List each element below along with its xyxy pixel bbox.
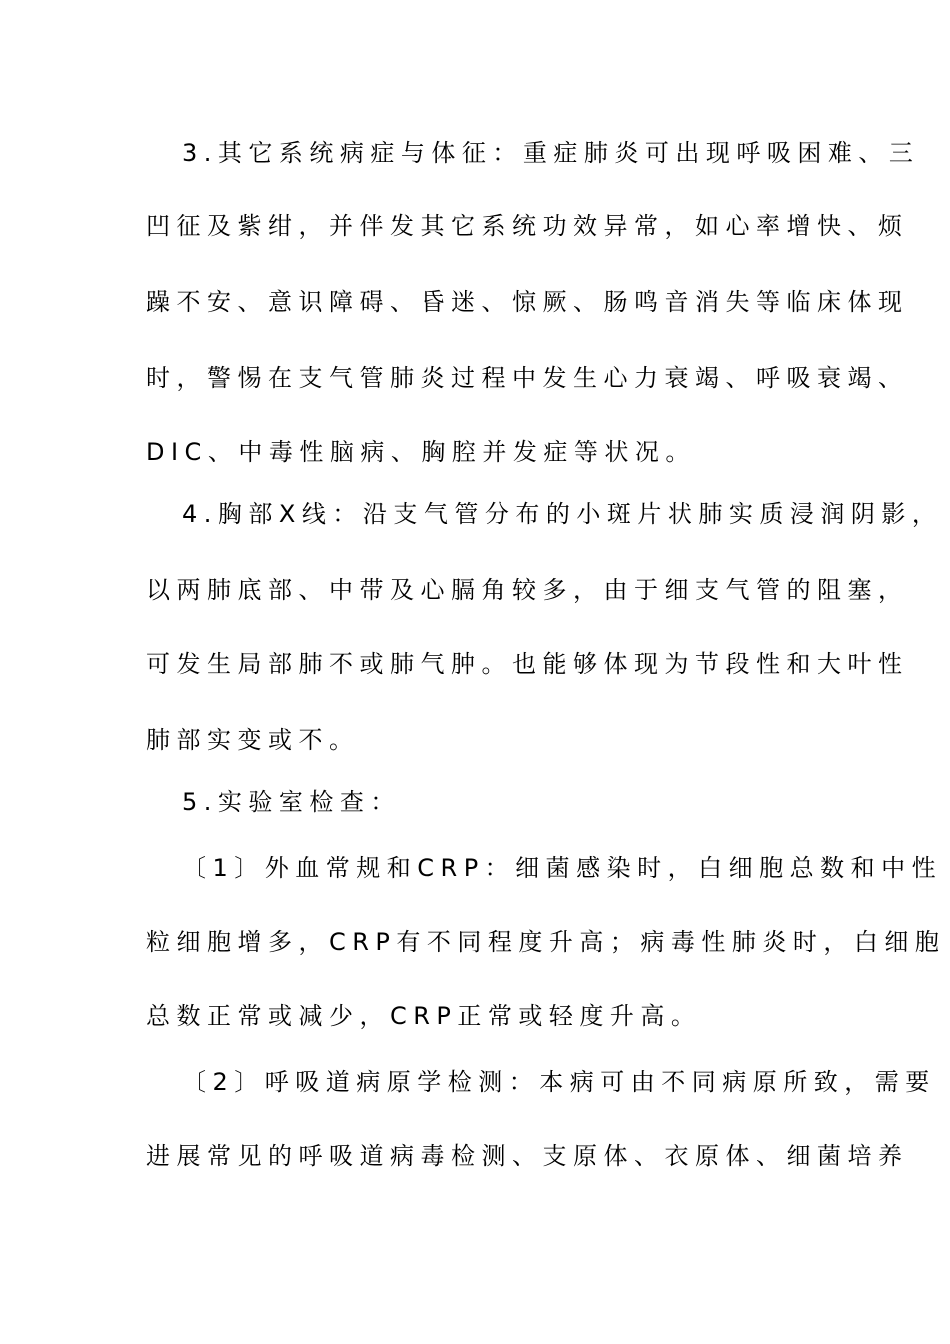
- paragraph-5-1-line-3: 总数正常或减少，CRP正常或轻度升高。: [146, 1002, 702, 1030]
- paragraph-4-line-2: 以两肺底部、中带及心膈角较多，由于细支气管的阻塞，: [146, 576, 909, 604]
- paragraph-5-2-line-1: 〔2〕呼吸道病原学检测：本病可由不同病原所致，需要: [182, 1068, 936, 1096]
- paragraph-3-line-5: DIC、中毒性脑病、胸腔并发症等状况。: [146, 438, 696, 466]
- paragraph-5-1-line-2: 粒细胞增多，CRP有不同程度升高；病毒性肺炎时，白细胞: [146, 928, 946, 956]
- paragraph-3-line-2: 凹征及紫绀，并伴发其它系统功效异常，如心率增快、烦: [146, 212, 909, 240]
- paragraph-4-line-3: 可发生局部肺不或肺气肿。也能够体现为节段性和大叶性: [146, 650, 909, 678]
- paragraph-5-heading: 5.实验室检查：: [182, 788, 401, 816]
- paragraph-3-line-3: 躁不安、意识障碍、昏迷、惊厥、肠鸣音消失等临床体现: [146, 288, 909, 316]
- paragraph-4-line-4: 肺部实变或不。: [146, 726, 360, 754]
- paragraph-3-line-4: 时，警惕在支气管肺炎过程中发生心力衰竭、呼吸衰竭、: [146, 364, 909, 392]
- paragraph-5-2-line-2: 进展常见的呼吸道病毒检测、支原体、衣原体、细菌培养: [146, 1142, 909, 1170]
- paragraph-5-1-line-1: 〔1〕外血常规和CRP：细菌感染时，白细胞总数和中性: [182, 854, 943, 882]
- paragraph-4-line-1: 4.胸部X线：沿支气管分布的小斑片状肺实质浸润阴影，: [182, 500, 943, 528]
- paragraph-3-line-1: 3.其它系统病症与体征：重症肺炎可出现呼吸困难、三: [182, 139, 920, 167]
